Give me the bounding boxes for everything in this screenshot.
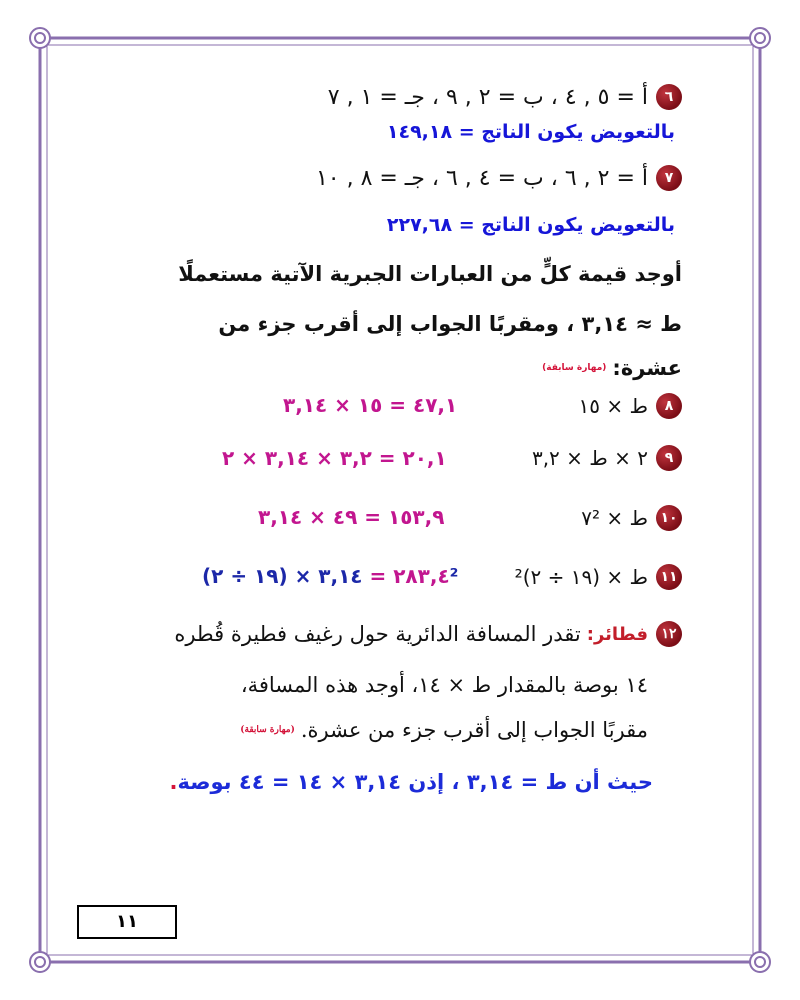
problem-7 (316, 165, 682, 191)
problem-text: أ = ٥ , ٤ ، ب = ٢ , ٩ ، جـ = ١ , ٧ (327, 84, 648, 110)
problem-line-1: تقدر المسافة الدائرية حول رغيف فطيرة قُطره (174, 622, 581, 646)
problem-number-badge: ٦ (656, 84, 682, 110)
skill-tag: (مهارة سابقة) (542, 363, 607, 373)
exercise-expression: ط × (١٩ ÷ ٢)² (514, 565, 648, 589)
problem-7-result: بالتعويض يكون الناتج = ٢٢٧,٦٨ (386, 214, 675, 236)
exercise-number-badge: ١١ (656, 564, 682, 590)
problem-line-3: مقربًا الجواب إلى أقرب جزء من عشرة. (300, 718, 648, 742)
problem-keyword: فطائر: (586, 623, 648, 645)
exercise-number-badge: ١٠ (656, 505, 682, 531)
page-number: ١١ (77, 905, 177, 939)
exercise-10 (581, 505, 682, 531)
exercise-9-answer: ٢٠,١ = ٣,٢ × ٣,١٤ × ٢ (222, 446, 447, 470)
instructions-line-3 (542, 356, 682, 380)
solution-period: . (169, 770, 178, 794)
answer-value: ٢٨٣,٤ = (369, 564, 450, 588)
word-problem-solution (170, 770, 654, 794)
problem-number-badge: ٧ (656, 165, 682, 191)
answer-expression: ٣,١٤ × (١٩ ÷ ٢)² (202, 564, 459, 588)
instructions-text: عشرة: (612, 356, 682, 380)
exercise-11-answer (202, 564, 458, 588)
problem-6-result: بالتعويض يكون الناتج = ١٤٩,١٨ (386, 121, 675, 143)
problem-number-badge: ١٢ (656, 621, 682, 647)
skill-tag: (مهارة سابقة) (240, 725, 295, 735)
instructions-line-1: أوجد قيمة كلٍّ من العبارات الجبرية الآتية مستعملًا (178, 262, 682, 286)
word-problem-12 (174, 621, 682, 647)
exercise-expression: ط × ١٥ (578, 394, 648, 418)
instructions-line-2: ط ≈ ٣,١٤ ، ومقربًا الجواب إلى أقرب جزء من (218, 312, 682, 336)
problem-text: أ = ٢ , ٦ ، ب = ٤ , ٦ ، جـ = ٨ , ١٠ (315, 165, 648, 191)
exercise-8 (579, 393, 682, 419)
exercise-expression: ٢ × ط × ٣,٢ (531, 446, 648, 470)
problem-6 (328, 84, 682, 110)
exercise-11 (515, 564, 682, 590)
exercise-10-answer: ١٥٣,٩ = ٤٩ × ٣,١٤ (258, 505, 445, 529)
exercise-9 (532, 445, 682, 471)
problem-line-3-row (240, 718, 648, 742)
solution-text: حيث أن ط = ٣,١٤ ، إذن ٣,١٤ × ١٤ = ٤٤ بوصة (177, 770, 653, 794)
exercise-number-badge: ٨ (656, 393, 682, 419)
exercise-number-badge: ٩ (656, 445, 682, 471)
problem-line-2: ١٤ بوصة بالمقدار ط × ١٤، أوجد هذه المسافة، (240, 673, 648, 697)
exercise-expression: ط × ٧² (581, 506, 648, 530)
exercise-8-answer: ٤٧,١ = ١٥ × ٣,١٤ (283, 393, 458, 417)
